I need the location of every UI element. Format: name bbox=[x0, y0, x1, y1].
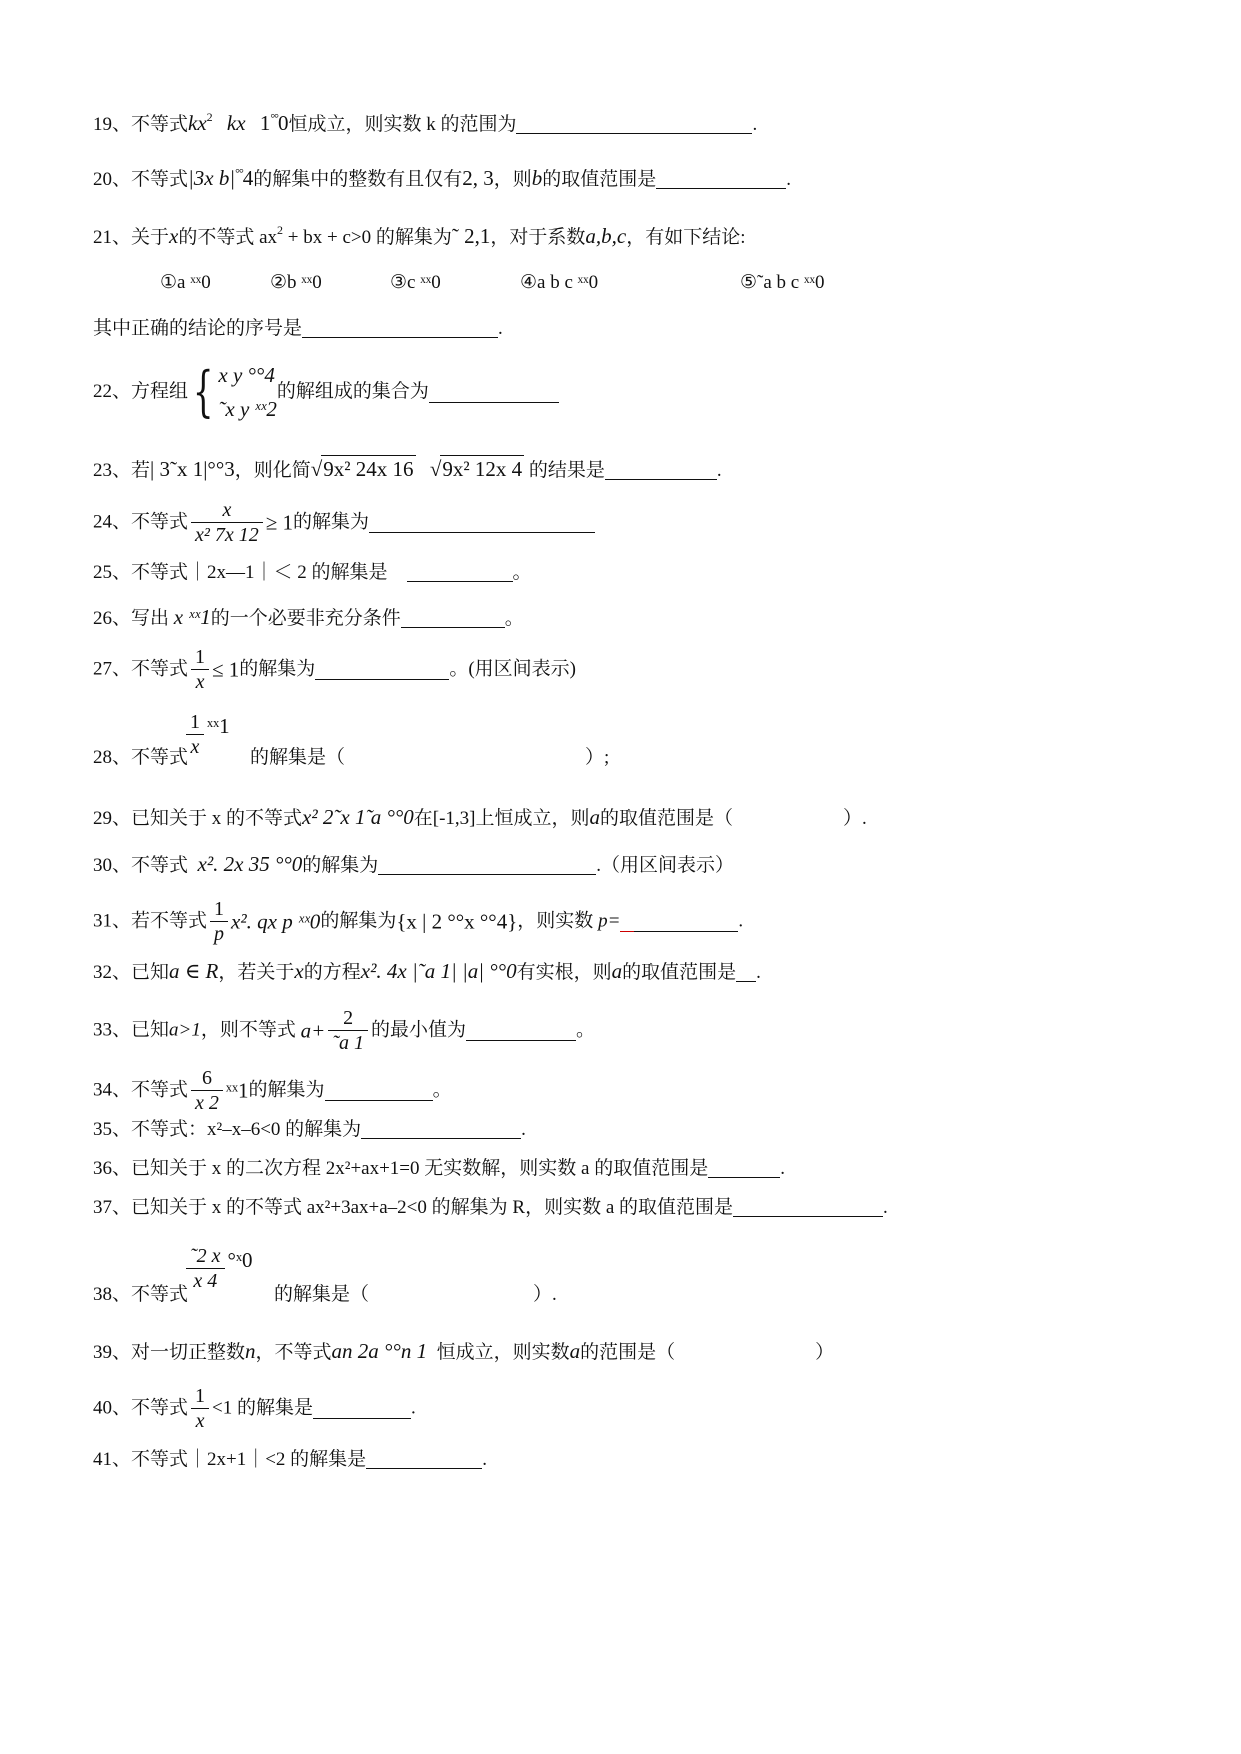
q29-expr: x² 2˜x 1̃ a °°0 bbox=[302, 805, 414, 829]
q24-relation: ≥ 1 bbox=[265, 510, 294, 535]
q20-end: . bbox=[786, 169, 792, 190]
q31-fraction bbox=[210, 897, 228, 946]
question-20 bbox=[93, 160, 791, 193]
q32-prefix: 32、已知 bbox=[93, 962, 170, 983]
question-29 bbox=[93, 804, 867, 832]
q21-sup: 2 bbox=[277, 223, 284, 237]
q33-expr: a+ bbox=[300, 1018, 326, 1043]
answer-blank-mark bbox=[620, 911, 634, 932]
q32-var2: a bbox=[611, 959, 623, 983]
q27-text: 的解集为 bbox=[239, 658, 316, 680]
q32-condition: a ∈ R bbox=[169, 959, 219, 983]
q20-text: 的解集中的整数有且仅有 bbox=[253, 169, 463, 190]
q20-text2: ，则 bbox=[493, 169, 532, 190]
q32-expr: x². 4x |˜a 1| |a| °°0 bbox=[360, 959, 517, 983]
q33-numerator: 2 bbox=[328, 1006, 368, 1031]
q40-prefix: 40、不等式 bbox=[93, 1397, 189, 1419]
answer-blank[interactable] bbox=[366, 1448, 482, 1469]
q23-end: . bbox=[716, 460, 722, 481]
q41-text: 41、不等式｜2x+1｜<2 的解集是 bbox=[93, 1449, 367, 1470]
q23-radicand-2: 9x² 12x 4 bbox=[442, 457, 523, 481]
q23-prefix: 23、若 bbox=[93, 460, 151, 481]
q38-text: 的解集是（ bbox=[274, 1284, 370, 1305]
brace-glyph: { bbox=[192, 360, 214, 423]
question-35 bbox=[93, 1117, 526, 1143]
question-26 bbox=[93, 604, 524, 632]
q28-end: ）; bbox=[585, 747, 610, 768]
q21-tail-text: 其中正确的结论的序号是 bbox=[93, 318, 303, 339]
q23-text2: 的结果是 bbox=[528, 460, 605, 481]
q32-end: . bbox=[756, 962, 761, 983]
q39-text3: 的范围是（ bbox=[580, 1342, 676, 1363]
answer-blank[interactable] bbox=[378, 854, 596, 875]
q19-prefix: 19、不等式 bbox=[93, 114, 189, 135]
q38-denominator: x 4 bbox=[193, 1270, 218, 1292]
q39-text2: 恒成立，则实数 bbox=[436, 1342, 570, 1363]
q33-text2: 的最小值为 bbox=[370, 1019, 466, 1041]
q40-numerator: 1 bbox=[191, 1384, 209, 1409]
q22-row2: ˜x y ˣˣ2 bbox=[218, 397, 277, 421]
q20-prefix: 20、不等式 bbox=[93, 169, 189, 190]
answer-blank[interactable] bbox=[302, 317, 498, 338]
answer-blank[interactable] bbox=[466, 1020, 576, 1041]
sqrt-icon: √ bbox=[310, 457, 323, 481]
q23-condition: | 3˜x 1|°°3 bbox=[150, 457, 235, 481]
q34-text: 的解集为 bbox=[248, 1079, 325, 1101]
q21-tail bbox=[93, 316, 503, 342]
q19-text: 恒成立，则实数 k 的范围为 bbox=[288, 114, 517, 135]
q36-end: . bbox=[780, 1158, 785, 1179]
question-40 bbox=[93, 1384, 416, 1433]
q29-prefix: 29、已知关于 x 的不等式 bbox=[93, 808, 303, 829]
sqrt-icon: √ bbox=[429, 457, 442, 481]
q19-term3: 1 bbox=[259, 111, 271, 135]
question-34 bbox=[93, 1066, 452, 1115]
q19-term1: kx bbox=[188, 111, 207, 135]
q35-end: . bbox=[521, 1119, 526, 1140]
q31-text: 的解集为 bbox=[320, 910, 397, 932]
q40-end: . bbox=[411, 1397, 416, 1419]
q20-expr: |3x b| bbox=[188, 166, 236, 190]
q25-text: 25、不等式｜2x—1｜＜ 2 的解集是 bbox=[93, 562, 388, 583]
q31-end: . bbox=[738, 910, 744, 932]
q24-text: 的解集为 bbox=[293, 511, 370, 533]
q28-numerator: 1 bbox=[186, 710, 204, 735]
q27-fraction bbox=[191, 645, 209, 694]
question-33 bbox=[93, 1006, 595, 1055]
answer-blank[interactable] bbox=[361, 1118, 521, 1139]
q23-text: ，则化简 bbox=[234, 460, 311, 481]
q28-relation: ˣˣ1 bbox=[207, 713, 230, 738]
q19-zero: 0 bbox=[277, 111, 289, 135]
q33-end: 。 bbox=[575, 1019, 595, 1041]
q32-var: x bbox=[294, 959, 304, 983]
q21-options bbox=[160, 270, 824, 296]
question-41 bbox=[93, 1447, 487, 1473]
q34-prefix: 34、不等式 bbox=[93, 1079, 189, 1101]
q31-set: {x | 2 °°x °°4} bbox=[396, 909, 518, 934]
q28-text: 的解集是（ bbox=[250, 747, 346, 768]
q20-glyph: °° bbox=[235, 166, 243, 180]
q21-interval: ˜ 2,1 bbox=[451, 224, 491, 248]
q27-numerator: 1 bbox=[191, 645, 209, 670]
question-23 bbox=[93, 455, 722, 484]
q29-text: 在[-1,3]上恒成立，则 bbox=[413, 808, 590, 829]
q32-text4: 的取值范围是 bbox=[622, 962, 737, 983]
answer-blank[interactable] bbox=[733, 1196, 883, 1217]
q26-end: 。 bbox=[504, 608, 524, 629]
answer-blank[interactable] bbox=[675, 1342, 815, 1362]
q34-relation: ˣˣ1 bbox=[225, 1078, 249, 1103]
q30-end: .（用区间表示） bbox=[596, 855, 735, 876]
answer-blank[interactable] bbox=[407, 561, 513, 582]
answer-blank[interactable] bbox=[733, 808, 843, 828]
q19-sup: 2 bbox=[206, 110, 213, 124]
q34-end: 。 bbox=[432, 1079, 452, 1101]
answer-blank[interactable] bbox=[516, 113, 752, 134]
q27-denominator: x bbox=[195, 671, 205, 693]
question-30 bbox=[93, 851, 734, 879]
q30-prefix: 30、不等式 bbox=[93, 855, 189, 876]
q32-text: ，若关于 bbox=[218, 962, 295, 983]
q26-prefix: 26、写出 bbox=[93, 608, 170, 629]
q38-prefix: 38、不等式 bbox=[93, 1284, 189, 1305]
question-31 bbox=[93, 897, 743, 946]
q22-system bbox=[218, 358, 277, 426]
answer-blank[interactable] bbox=[634, 911, 738, 932]
question-24 bbox=[93, 498, 595, 547]
q31-prefix: 31、若不等式 bbox=[93, 910, 208, 932]
q23-radicand-1: 9x² 24x 16 bbox=[323, 457, 414, 481]
q19-glyph: °° bbox=[270, 111, 278, 125]
q19-term2: kx bbox=[226, 111, 246, 135]
answer-blank[interactable] bbox=[325, 1080, 433, 1101]
q34-fraction bbox=[191, 1066, 223, 1115]
q40-denominator: x bbox=[195, 1410, 205, 1432]
q21-option-2: ②b ˣˣ0 bbox=[270, 272, 322, 293]
q27-prefix: 27、不等式 bbox=[93, 658, 189, 680]
q20-num: 4 bbox=[242, 166, 254, 190]
q21-text: 的不等式 ax bbox=[178, 227, 278, 248]
q31-text2: ，则实数 bbox=[517, 910, 594, 932]
q21-var: x bbox=[169, 224, 179, 248]
q41-end: . bbox=[482, 1449, 487, 1470]
question-39 bbox=[93, 1338, 834, 1366]
answer-blank[interactable] bbox=[345, 747, 585, 767]
answer-blank[interactable] bbox=[369, 512, 595, 533]
q39-text: ，不等式 bbox=[255, 1342, 332, 1363]
q26-text: 的一个必要非充分条件 bbox=[210, 608, 401, 629]
q33-denominator: ˜a 1 bbox=[332, 1032, 364, 1054]
q28-prefix: 28、不等式 bbox=[93, 747, 189, 768]
q29-var: a bbox=[589, 805, 600, 829]
answer-blank[interactable] bbox=[605, 459, 717, 480]
q34-numerator: 6 bbox=[191, 1066, 223, 1091]
q22-row1: x y °°4 bbox=[218, 363, 275, 387]
q27-end: 。(用区间表示) bbox=[449, 658, 576, 680]
q31-denominator: p bbox=[214, 923, 225, 945]
question-36 bbox=[93, 1156, 785, 1182]
q33-condition: a>1 bbox=[169, 1019, 201, 1041]
q21-option-1: ①a ˣˣ0 bbox=[160, 272, 211, 293]
q39-expr: an 2a °°n 1 bbox=[331, 1339, 428, 1363]
q22-text: 的解组成的集合为 bbox=[276, 381, 429, 402]
q21-option-5: ⑤˜a b c ˣˣ0 bbox=[740, 272, 825, 293]
q39-var2: a bbox=[569, 1339, 581, 1363]
q20-text3: 的取值范围是 bbox=[542, 169, 657, 190]
q29-end: ）. bbox=[843, 808, 867, 829]
q19-end: . bbox=[752, 114, 758, 135]
q38-relation: °ˣ0 bbox=[227, 1247, 253, 1272]
q20-set: 2, 3 bbox=[462, 166, 494, 190]
answer-blank[interactable] bbox=[401, 607, 505, 628]
q21-text3: ，对于系数 bbox=[490, 227, 586, 248]
q38-end: ）. bbox=[533, 1284, 557, 1305]
q40-text: 的解集是 bbox=[236, 1397, 313, 1419]
q20-var: b bbox=[531, 166, 543, 190]
q32-text3: 有实根，则 bbox=[516, 962, 612, 983]
q31-var: p= bbox=[598, 910, 621, 932]
question-37 bbox=[93, 1195, 888, 1221]
q40-relation: <1 bbox=[212, 1397, 233, 1419]
q36-text: 36、已知关于 x 的二次方程 2x²+ax+1=0 无实数解，则实数 a 的取值范围是 bbox=[93, 1158, 709, 1179]
q21-tail-end: . bbox=[498, 318, 503, 339]
q32-text2: 的方程 bbox=[303, 962, 361, 983]
q38-numerator: ˜2 x bbox=[186, 1244, 225, 1269]
q24-numerator: x bbox=[191, 498, 263, 523]
q30-expr: x². 2x 35 °°0 bbox=[197, 852, 303, 876]
question-28 bbox=[93, 745, 609, 771]
q24-prefix: 24、不等式 bbox=[93, 511, 189, 533]
answer-blank[interactable] bbox=[656, 168, 786, 189]
q33-text: ，则不等式 bbox=[200, 1019, 296, 1041]
q26-expr: x ˣˣ1 bbox=[173, 605, 211, 629]
question-32 bbox=[93, 958, 761, 986]
q22-prefix: 22、方程组 bbox=[93, 381, 189, 402]
q39-end: ） bbox=[815, 1342, 835, 1363]
q27-relation: ≤ 1 bbox=[212, 657, 240, 682]
answer-blank[interactable] bbox=[313, 1398, 411, 1419]
answer-blank[interactable] bbox=[369, 1284, 533, 1304]
question-21 bbox=[93, 217, 746, 251]
q25-end: 。 bbox=[512, 562, 532, 583]
q37-end: . bbox=[883, 1197, 888, 1218]
q21-option-4: ④a b c ˣˣ0 bbox=[520, 272, 599, 293]
q40-fraction bbox=[191, 1384, 209, 1433]
q33-prefix: 33、已知 bbox=[93, 1019, 170, 1041]
q21-text2: + bx + c>0 的解集为 bbox=[283, 227, 452, 248]
question-25 bbox=[93, 560, 532, 586]
q29-text2: 的取值范围是（ bbox=[599, 808, 733, 829]
q21-text4: ，有如下结论: bbox=[626, 227, 746, 248]
q24-denominator: x² 7x 12 bbox=[195, 524, 259, 546]
question-19 bbox=[93, 104, 757, 138]
answer-blank[interactable] bbox=[429, 382, 559, 403]
q39-prefix: 39、对一切正整数 bbox=[93, 1342, 246, 1363]
q31-numerator: 1 bbox=[210, 897, 228, 922]
q39-var: n bbox=[245, 1339, 256, 1363]
q37-text: 37、已知关于 x 的不等式 ax²+3ax+a–2<0 的解集为 R，则实数 a 的取值范围是 bbox=[93, 1197, 733, 1218]
q21-coefs: a,b,c bbox=[585, 224, 627, 248]
answer-blank[interactable] bbox=[736, 961, 756, 982]
question-27 bbox=[93, 645, 576, 694]
q21-option-3: ③c ˣˣ0 bbox=[390, 272, 441, 293]
q31-expr: x². qx p ˣˣ0 bbox=[231, 909, 321, 934]
q21-prefix: 21、关于 bbox=[93, 227, 170, 248]
q33-fraction bbox=[328, 1006, 368, 1055]
answer-blank[interactable] bbox=[708, 1157, 780, 1178]
answer-blank[interactable] bbox=[315, 659, 449, 680]
q34-denominator: x 2 bbox=[195, 1092, 219, 1114]
q30-text: 的解集为 bbox=[302, 855, 379, 876]
q35-text: 35、不等式：x²–x–6<0 的解集为 bbox=[93, 1119, 362, 1140]
question-22 bbox=[93, 358, 559, 426]
q28-denominator: x bbox=[190, 736, 200, 758]
q24-fraction bbox=[191, 498, 263, 547]
question-38 bbox=[93, 1282, 557, 1308]
